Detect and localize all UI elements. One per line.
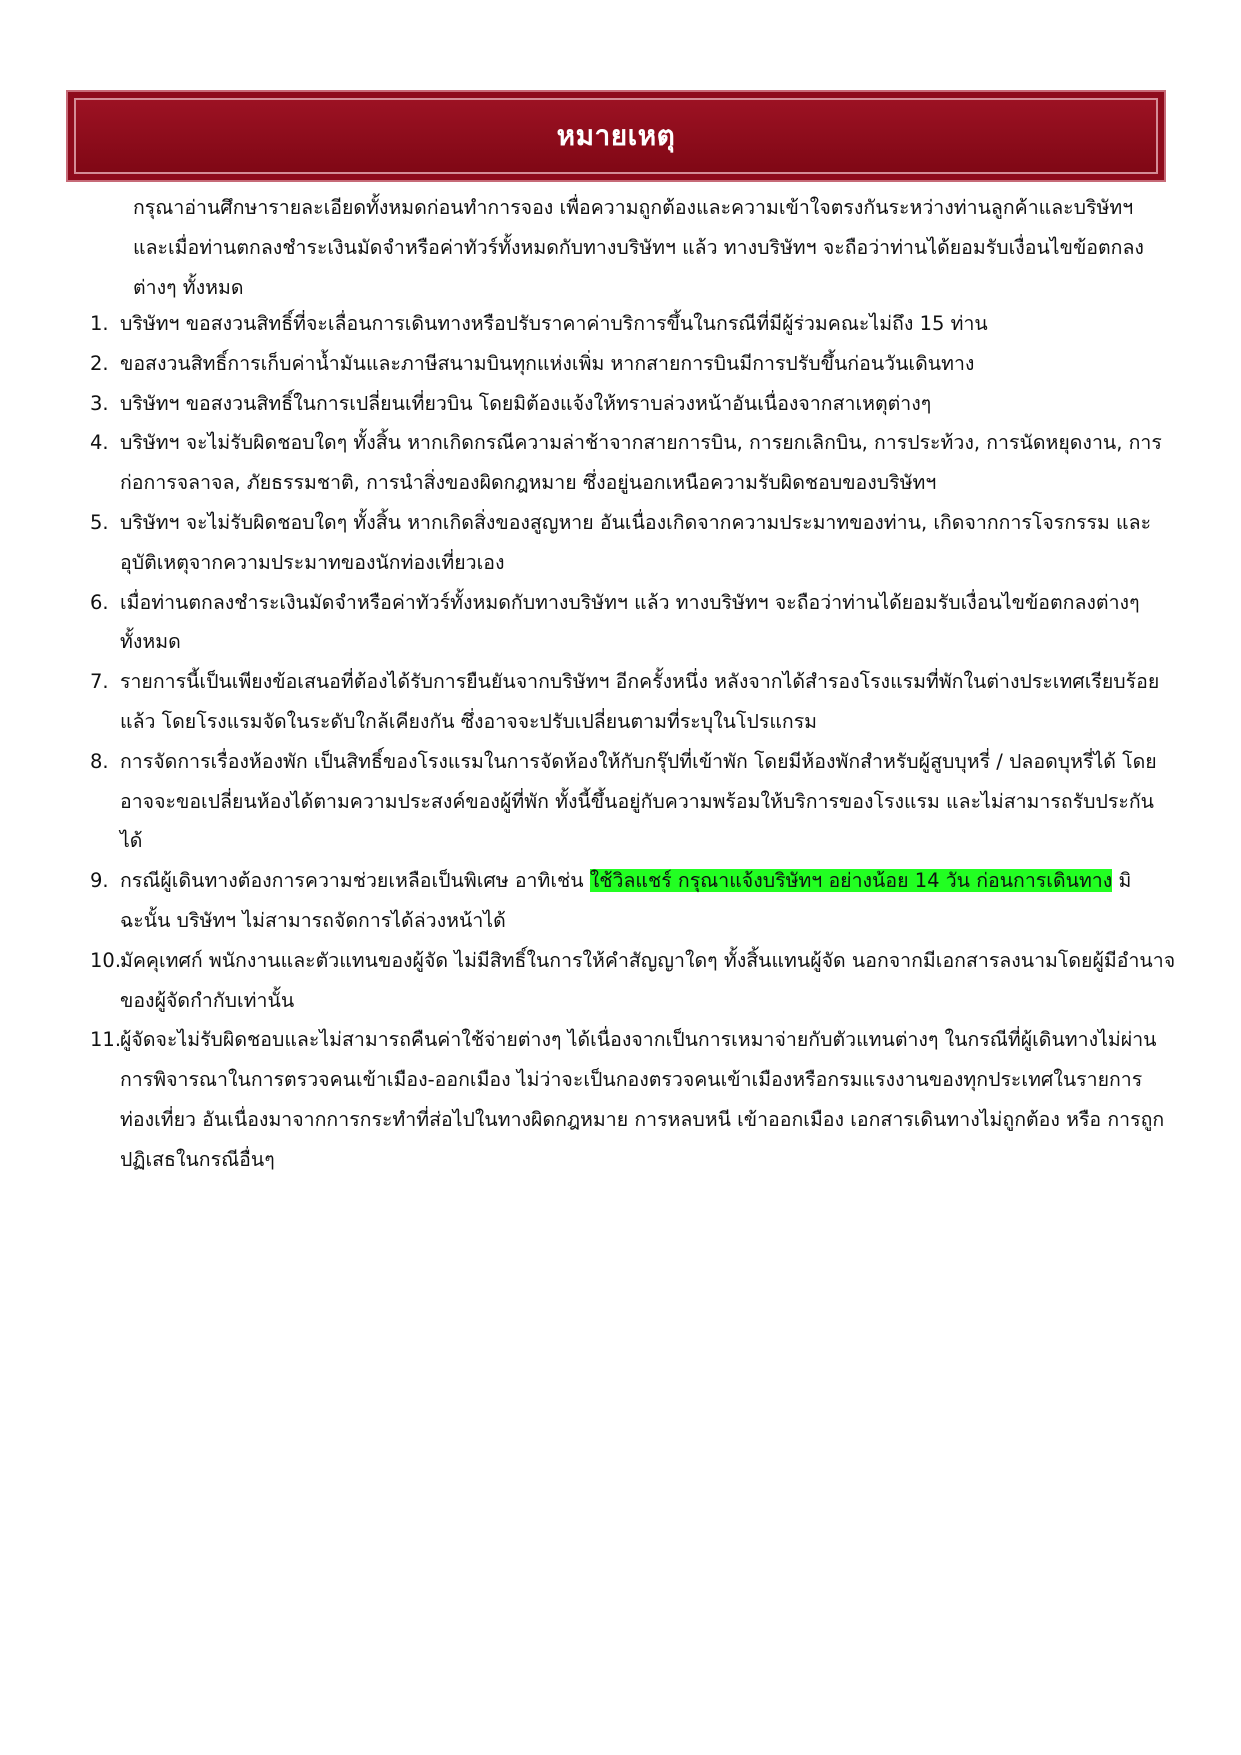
list-item	[84, 1020, 1176, 1179]
item-text: ขอสงวนสิทธิ์การเก็บค่าน้ำมันและภาษีสนามบินทุกแห่งเพิ่ม หากสายการบินมีการปรับขึ้นก่อนวันเดินทาง	[120, 351, 975, 375]
item-text: บริษัทฯ ขอสงวนสิทธิ์ในการเปลี่ยนเที่ยวบิน โดยมิต้องแจ้งให้ทราบล่วงหน้าอันเนื่องจากสาเหตุต่างๆ	[120, 391, 932, 415]
page-title: หมายเหตุ	[556, 119, 676, 152]
list-item	[84, 423, 1176, 503]
item-number: 1.	[90, 312, 109, 335]
list-item	[84, 941, 1176, 1021]
list-item	[84, 662, 1176, 742]
list-item	[84, 344, 1176, 384]
list-item	[84, 304, 1176, 344]
item-number: 7.	[90, 670, 109, 694]
item-text: บริษัทฯ ขอสงวนสิทธิ์ที่จะเลื่อนการเดินทางหรือปรับราคาค่าบริการขึ้นในกรณีที่มีผู้ร่วมคณะไม่ถึง 15 ท่าน	[120, 312, 988, 335]
item-number: 3.	[90, 391, 109, 415]
item-text: บริษัทฯ จะไม่รับผิดชอบใดๆ ทั้งสิ้น หากเกิดสิ่งของสูญหาย อันเนื่องเกิดจากความประมาทของท่าน, เกิดจากการโจรกรรม และ อุบัติเหตุจากความประมาทของนักท่องเที่ยวเอง	[120, 510, 1152, 574]
intro-paragraph: กรุณาอ่านศึกษารายละเอียดทั้งหมดก่อนทำการจอง เพื่อความถูกต้องและความเข้าใจตรงกันระหว่างท่านลูกค้าและบริษัทฯ และเมื่อท่านตกลงชำระเงินมัดจำหรือค่าทัวร์ทั้งหมดกับทางบริษัทฯ แล้ว ทางบริษัทฯ จะถือว่าท่านได้ยอมรับเงื่อนไขข้อตกลงต่างๆ ทั้งหมด	[133, 196, 1144, 299]
item-text-before: กรณีผู้เดินทางต้องการความช่วยเหลือเป็นพิเศษ อาทิเช่น	[120, 869, 590, 893]
list-item	[84, 861, 1176, 941]
item-number: 10.	[90, 948, 122, 972]
list-item	[84, 583, 1176, 663]
list-item	[84, 384, 1176, 424]
item-number: 2.	[90, 351, 109, 375]
item-number: 4.	[90, 431, 109, 455]
item-number: 11.	[90, 1028, 122, 1052]
header-banner	[66, 90, 1166, 182]
highlighted-notice: ใช้วิลแชร์ กรุณาแจ้งบริษัทฯ อย่างน้อย 14 วัน ก่อนการเดินทาง	[589, 869, 1113, 893]
item-text-after: มิฉะนั้น บริษัทฯ ไม่สามารถจัดการได้ล่วงหน้าได้	[120, 869, 1132, 932]
item-text: เมื่อท่านตกลงชำระเงินมัดจำหรือค่าทัวร์ทั้งหมดกับทางบริษัทฯ แล้ว ทางบริษัทฯ จะถือว่าท่านได้ยอมรับเงื่อนไขข้อตกลงต่างๆ ทั้งหมด	[120, 590, 1140, 654]
item-text: การจัดการเรื่องห้องพัก เป็นสิทธิ์ของโรงแรมในการจัดห้องให้กับกรุ๊ปที่เข้าพัก โดยมีห้องพักสำหรับผู้สูบบุหรี่ / ปลอดบุหรี่ได้ โดยอาจจะขอเปลี่ยนห้องได้ตามความประสงค์ของผู้ที่พัก ทั้งนี้ขึ้นอยู่กับความพร้อมให้บริการของโรงแรม และไม่สามารถรับประกันได้	[120, 749, 1157, 853]
item-text: บริษัทฯ จะไม่รับผิดชอบใดๆ ทั้งสิ้น หากเกิดกรณีความล่าช้าจากสายการบิน, การยกเลิกบิน, การประท้วง, การนัดหยุดงาน, การก่อการจลาจล, ภัยธรรมชาติ, การนำสิ่งของผิดกฎหมาย ซึ่งอยู่นอกเหนือความรับผิดชอบของบริษัทฯ	[120, 431, 1162, 495]
item-text: มัคคุเทศก์ พนักงานและตัวแทนของผู้จัด ไม่มีสิทธิ์ในการให้คำสัญญาใดๆ ทั้งสิ้นแทนผู้จัด นอกจากมีเอกสารลงนามโดยผู้มีอำนาจของผู้จัดกำกับเท่านั้น	[120, 948, 1176, 1012]
item-number: 8.	[90, 749, 109, 773]
item-text: รายการนี้เป็นเพียงข้อเสนอที่ต้องได้รับการยืนยันจากบริษัทฯ อีกครั้งหนึ่ง หลังจากได้สำรองโรงแรมที่พักในต่างประเทศเรียบร้อยแล้ว โดยโรงแรมจัดในระดับใกล้เคียงกัน ซึ่งอาจจะปรับเปลี่ยนตามที่ระบุในโปรแกรม	[120, 670, 1160, 733]
item-text: ผู้จัดจะไม่รับผิดชอบและไม่สามารถคืนค่าใช้จ่ายต่างๆ ได้เนื่องจากเป็นการเหมาจ่ายกับตัวแทนต่างๆ ในกรณีที่ผู้เดินทางไม่ผ่านการพิจารณาในการตรวจคนเข้าเมือง-ออกเมือง ไม่ว่าจะเป็นกองตรวจคนเข้าเมืองหรือกรมแรงงานของทุกประเทศในรายการท่องเที่ยว อันเนื่องมาจากการกระทำที่ส่อไปในทางผิดกฎหมาย การหลบหนี เข้าออกเมือง เอกสารเดินทางไม่ถูกต้อง หรือ การถูกปฏิเสธในกรณีอื่นๆ	[120, 1028, 1165, 1171]
list-item	[84, 742, 1176, 861]
item-number: 9.	[90, 869, 109, 893]
terms-list	[84, 304, 1176, 1180]
list-item	[84, 503, 1176, 583]
item-number: 5.	[90, 510, 109, 534]
item-number: 6.	[90, 590, 109, 614]
